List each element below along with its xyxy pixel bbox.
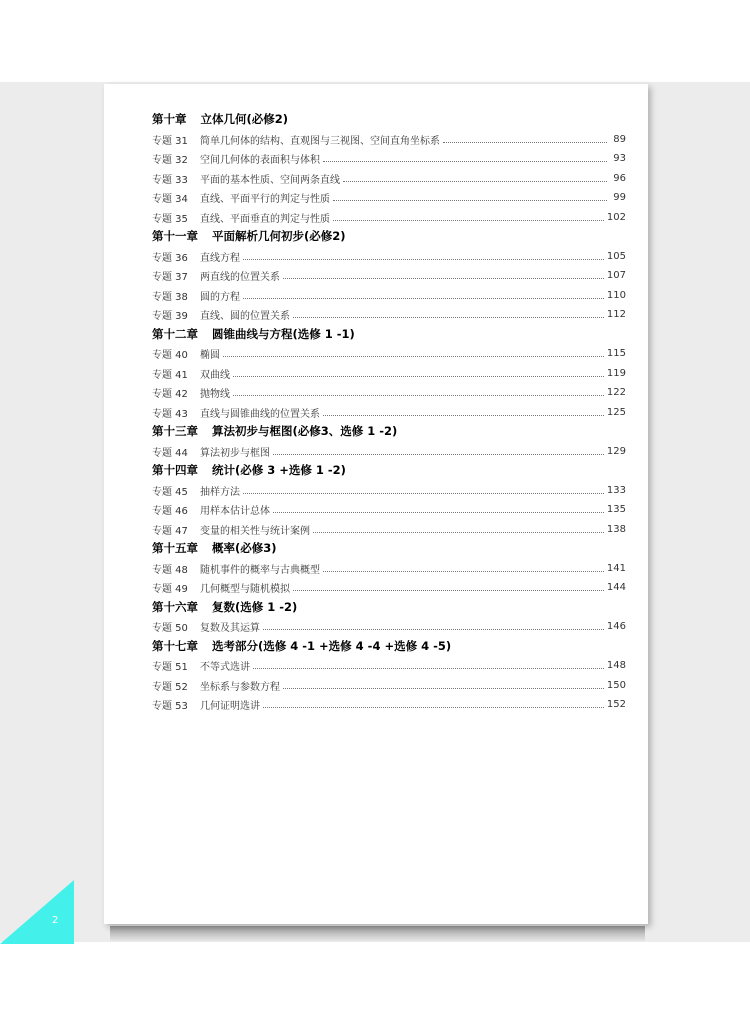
topic-number: 专题 40 (152, 350, 188, 362)
dot-leader (283, 278, 604, 279)
topic-number: 专题 37 (152, 272, 188, 284)
topic-number: 专题 31 (152, 135, 188, 147)
dot-leader (223, 356, 604, 357)
chapter-heading (152, 325, 626, 345)
topic-number: 专题 47 (152, 525, 188, 537)
topic-title: 两直线的位置关系 (200, 272, 280, 284)
dot-leader (323, 415, 604, 416)
toc-entry[interactable] (152, 676, 626, 696)
topic-title: 算法初步与框图 (200, 447, 270, 459)
topic-page-number: 112 (606, 309, 626, 321)
topic-number: 专题 48 (152, 564, 188, 576)
topic-number: 专题 44 (152, 447, 188, 459)
page-shadow (110, 926, 645, 942)
dot-leader (323, 161, 607, 162)
topic-title: 几何概型与随机模拟 (200, 584, 290, 596)
topic-number: 专题 42 (152, 389, 188, 401)
topic-page-number: 110 (606, 289, 626, 301)
topic-number: 专题 33 (152, 174, 188, 186)
topic-title: 直线、平面垂直的判定与性质 (200, 213, 330, 225)
toc-entry[interactable] (152, 656, 626, 676)
dot-leader (233, 395, 604, 396)
topic-page-number: 102 (606, 211, 626, 223)
topic-page-number: 119 (606, 367, 626, 379)
chapter-number: 第十章 (152, 112, 187, 126)
toc-entry[interactable] (152, 344, 626, 364)
topic-number: 专题 52 (152, 681, 188, 693)
topic-number: 专题 53 (152, 701, 188, 713)
toc-entry[interactable] (152, 149, 626, 169)
dot-leader (233, 376, 604, 377)
chapter-title: 选考部分(选修 4 -1 +选修 4 -4 +选修 4 -5) (212, 638, 452, 653)
toc-entry[interactable] (152, 559, 626, 579)
topic-number: 专题 41 (152, 369, 188, 381)
chapter-number: 第十四章 (152, 463, 198, 477)
dot-leader (293, 590, 604, 591)
dot-leader (283, 688, 604, 689)
toc-entry[interactable] (152, 247, 626, 267)
topic-title: 直线方程 (200, 252, 240, 264)
toc-entry[interactable] (152, 188, 626, 208)
topic-title: 空间几何体的表面积与体积 (200, 155, 320, 167)
topic-title: 变量的相关性与统计案例 (200, 525, 310, 537)
chapter-title: 立体几何(必修2) (200, 112, 289, 126)
topic-number: 专题 38 (152, 291, 188, 303)
chapter-number: 第十六章 (152, 599, 198, 614)
topic-page-number: 152 (606, 699, 626, 711)
chapter-title: 统计(必修 3 +选修 1 -2) (212, 463, 346, 477)
toc-entry[interactable] (152, 266, 626, 286)
chapter-heading (152, 227, 626, 247)
chapter-title: 平面解析几何初步(必修2) (212, 229, 346, 243)
topic-page-number: 89 (613, 133, 626, 145)
topic-page-number: 122 (606, 387, 626, 399)
toc-entry[interactable] (152, 130, 626, 150)
toc-entry[interactable] (152, 695, 626, 715)
topic-page-number: 105 (606, 250, 626, 262)
topic-page-number: 146 (606, 621, 626, 633)
chapter-title: 圆锥曲线与方程(选修 1 -1) (212, 326, 355, 341)
toc-entry[interactable] (152, 364, 626, 384)
dot-leader (273, 454, 604, 455)
dot-leader (243, 493, 604, 494)
topic-page-number: 96 (613, 172, 626, 184)
topic-title: 复数及其运算 (200, 623, 260, 635)
toc-entry[interactable] (152, 383, 626, 403)
topic-page-number: 135 (606, 504, 626, 516)
chapter-title: 概率(必修3) (212, 541, 277, 555)
toc-entry[interactable] (152, 403, 626, 423)
topic-page-number: 141 (606, 562, 626, 574)
topic-page-number: 138 (606, 523, 626, 535)
dot-leader (263, 707, 604, 708)
topic-title: 抽样方法 (200, 486, 240, 498)
chapter-heading (152, 637, 626, 657)
chapter-number: 第十七章 (152, 638, 198, 653)
toc-entry[interactable] (152, 520, 626, 540)
chapter-title: 算法初步与框图(必修3、选修 1 -2) (212, 424, 398, 438)
topic-title: 平面的基本性质、空间两条直线 (200, 174, 340, 186)
topic-number: 专题 45 (152, 486, 188, 498)
dot-leader (243, 298, 604, 299)
chapter-title: 复数(选修 1 -2) (212, 599, 298, 614)
topic-page-number: 107 (606, 270, 626, 282)
chapter-heading (152, 598, 626, 618)
table-of-contents (152, 110, 626, 715)
topic-number: 专题 50 (152, 623, 188, 635)
topic-title: 直线、平面平行的判定与性质 (200, 194, 330, 206)
topic-title: 简单几何体的结构、直观图与三视图、空间直角坐标系 (200, 135, 440, 147)
toc-entry[interactable] (152, 442, 626, 462)
chapter-heading (152, 110, 626, 130)
topic-number: 专题 35 (152, 213, 188, 225)
topic-title: 不等式选讲 (200, 662, 250, 674)
dot-leader (333, 220, 604, 221)
dot-leader (323, 571, 604, 572)
topic-page-number: 133 (606, 484, 626, 496)
topic-title: 几何证明选讲 (200, 701, 260, 713)
dot-leader (263, 629, 604, 630)
topic-title: 直线、圆的位置关系 (200, 311, 290, 323)
chapter-heading (152, 422, 626, 442)
topic-title: 用样本估计总体 (200, 506, 270, 518)
topic-title: 双曲线 (200, 369, 230, 381)
topic-number: 专题 49 (152, 584, 188, 596)
topic-page-number: 129 (606, 445, 626, 457)
topic-title: 随机事件的概率与古典概型 (200, 564, 320, 576)
topic-number: 专题 39 (152, 311, 188, 323)
dot-leader (313, 532, 604, 533)
toc-entry[interactable] (152, 481, 626, 501)
chapter-number: 第十二章 (152, 326, 198, 341)
page-number: 2 (52, 915, 59, 926)
topic-title: 直线与圆锥曲线的位置关系 (200, 408, 320, 420)
topic-number: 专题 34 (152, 194, 188, 206)
toc-entry[interactable] (152, 617, 626, 637)
chapter-heading (152, 539, 626, 559)
topic-page-number: 144 (606, 582, 626, 594)
chapter-number: 第十三章 (152, 424, 198, 438)
topic-page-number: 93 (613, 153, 626, 165)
toc-entry[interactable] (152, 208, 626, 228)
topic-number: 专题 46 (152, 506, 188, 518)
topic-page-number: 115 (606, 348, 626, 360)
topic-page-number: 148 (606, 660, 626, 672)
topic-title: 抛物线 (200, 389, 230, 401)
chapter-number: 第十五章 (152, 541, 198, 555)
dot-leader (343, 181, 607, 182)
topic-page-number: 125 (606, 406, 626, 418)
topic-number: 专题 36 (152, 252, 188, 264)
chapter-number: 第十一章 (152, 229, 198, 243)
topic-number: 专题 43 (152, 408, 188, 420)
dot-leader (253, 668, 604, 669)
topic-page-number: 99 (613, 192, 626, 204)
toc-entry[interactable] (152, 500, 626, 520)
chapter-heading (152, 461, 626, 481)
dot-leader (273, 512, 604, 513)
topic-title: 坐标系与参数方程 (200, 681, 280, 693)
toc-entry[interactable] (152, 578, 626, 598)
topic-number: 专题 32 (152, 155, 188, 167)
dot-leader (443, 142, 607, 143)
topic-page-number: 150 (606, 679, 626, 691)
toc-entry[interactable] (152, 286, 626, 306)
dot-leader (333, 200, 607, 201)
topic-number: 专题 51 (152, 662, 188, 674)
toc-entry[interactable] (152, 305, 626, 325)
topic-title: 椭圆 (200, 350, 220, 362)
dot-leader (243, 259, 604, 260)
topic-title: 圆的方程 (200, 291, 240, 303)
toc-entry[interactable] (152, 169, 626, 189)
dot-leader (293, 317, 604, 318)
